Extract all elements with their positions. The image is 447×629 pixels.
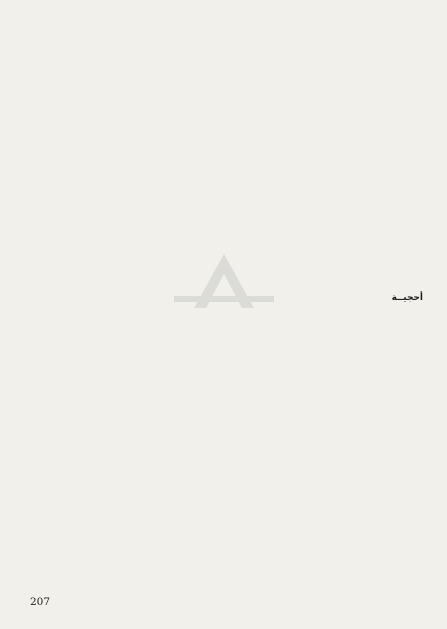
body-line [22, 517, 423, 529]
body-line [22, 592, 423, 604]
body-line [22, 307, 423, 319]
body-line [22, 72, 423, 84]
body-line [22, 492, 423, 504]
body-line [22, 10, 423, 22]
body-line [22, 208, 423, 220]
body-line [22, 183, 423, 195]
body-line [22, 443, 423, 455]
body-line [22, 554, 423, 566]
body-line [22, 393, 423, 405]
body-line [22, 97, 423, 109]
body-line [22, 60, 423, 72]
body-line [22, 109, 423, 121]
body-line [22, 406, 423, 418]
body-line [22, 245, 423, 257]
body-line [22, 542, 423, 554]
body-line [22, 579, 423, 591]
body-line [22, 567, 423, 579]
body-line [22, 47, 423, 59]
body-line [22, 431, 423, 443]
body-line [22, 381, 423, 393]
body-line [22, 418, 423, 430]
body-line [22, 196, 423, 208]
body-line [22, 84, 423, 96]
body-line [22, 258, 423, 270]
page-number: 207 [30, 596, 51, 608]
body-line [22, 604, 423, 616]
body-line [22, 221, 423, 233]
body-line [22, 344, 423, 356]
body-text-top [22, 10, 423, 283]
body-line [22, 159, 423, 171]
section-heading: أحجيــة [391, 292, 423, 303]
body-line [22, 35, 423, 47]
body-line [22, 22, 423, 34]
body-line [22, 505, 423, 517]
body-line [22, 369, 423, 381]
body-line [22, 319, 423, 331]
body-line [22, 122, 423, 134]
body-text-bottom [22, 307, 423, 629]
body-line [22, 530, 423, 542]
body-line [22, 270, 423, 282]
body-line [22, 455, 423, 467]
body-line [22, 356, 423, 368]
body-line [22, 331, 423, 343]
body-line [22, 171, 423, 183]
body-line [22, 233, 423, 245]
body-line [22, 468, 423, 480]
body-line [22, 146, 423, 158]
body-line [22, 480, 423, 492]
body-line [22, 616, 423, 628]
body-line [22, 134, 423, 146]
